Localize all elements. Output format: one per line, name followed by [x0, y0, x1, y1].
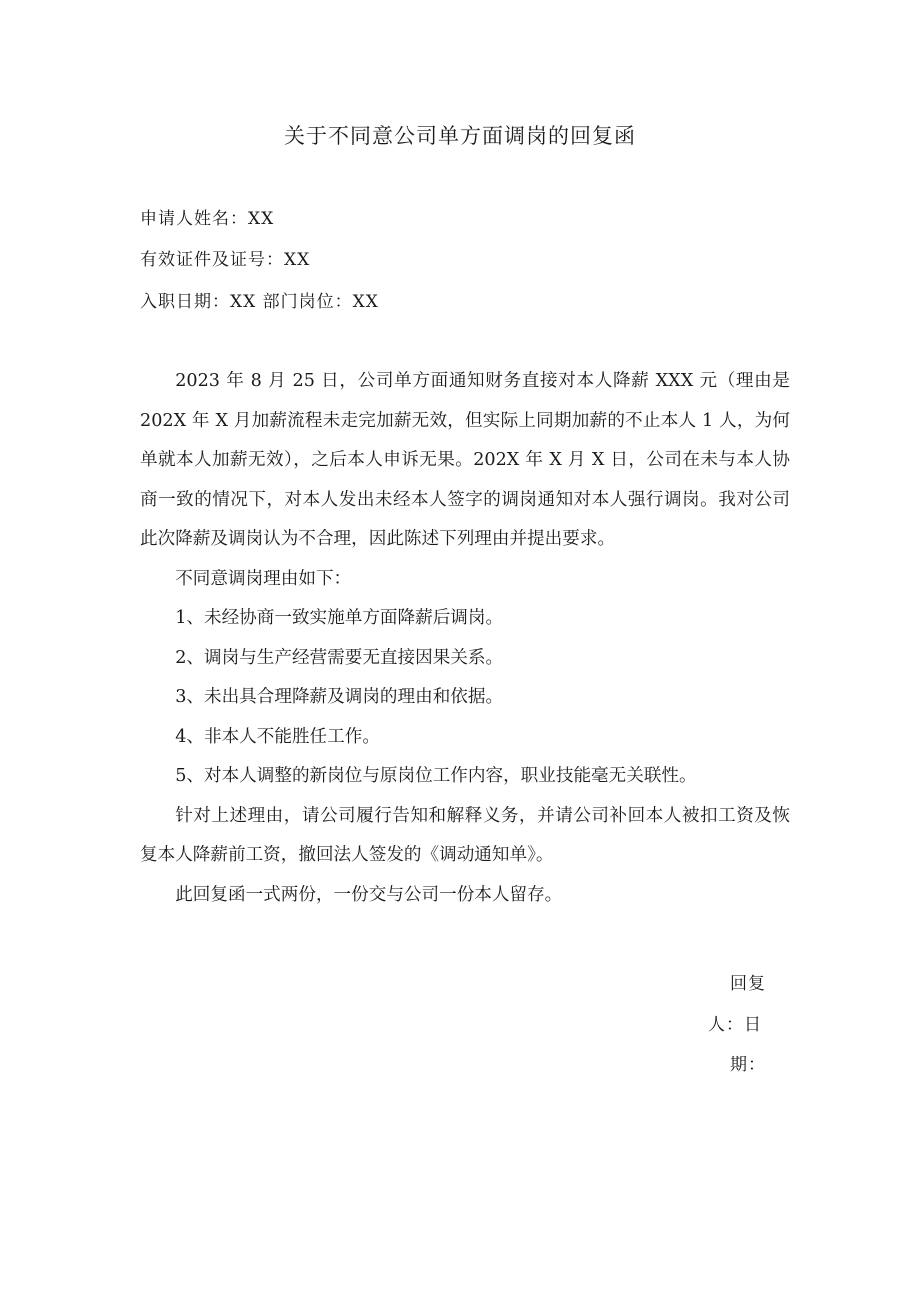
reasons-heading: 不同意调岗理由如下： [175, 568, 352, 589]
signature-line-1: 回复 [730, 974, 766, 994]
reason-item-5: 5、对本人调整的新岗位与原岗位工作内容，职业技能毫无关联性。 [175, 766, 697, 786]
background-paragraph: 2023 年 8 月 25 日，公司单方面通知财务直接对本人降薪 XXX 元（理由是 202X 年 X 月加薪流程未走完加薪无效，但实际上同期加薪的不止本人 1 人，为何单就本人加薪无效），之后本人申诉无果。202X 年 X 月 X 日，公司在未与本人协商一致的情况下，对本人发出未经本人签字的调岗通知对本人强行调岗。我对公司此次降薪及调岗认为不合理，因此陈述下列理由并提出要求。 [140, 371, 790, 549]
hire-date-position-line: 入职日期：XX 部门岗位：XX [140, 292, 379, 312]
document-title: 关于不同意公司单方面调岗的回复函 [284, 124, 636, 148]
applicant-name-line: 申请人姓名：XX [140, 209, 275, 229]
reason-item-3: 3、未出具合理降薪及调岗的理由和依据。 [175, 687, 504, 707]
letter-body [140, 362, 790, 915]
reason-item-1: 1、未经协商一致实施单方面降薪后调岗。 [175, 608, 504, 628]
signature-line-3: 期： [730, 1055, 766, 1075]
copies-note: 此回复函一式两份，一份交与公司一份本人留存。 [175, 884, 563, 905]
signature-line-2: 人：日 [708, 1015, 762, 1035]
reason-item-4: 4、非本人不能胜任工作。 [175, 726, 380, 747]
reasons-list [140, 599, 790, 797]
request-paragraph: 针对上述理由，请公司履行告知和解释义务，并请公司补回本人被扣工资及恢复本人降薪前工资，撤回法人签发的《调动通知单》。 [140, 805, 790, 865]
reason-item-2: 2、调岗与生产经营需要无直接因果关系。 [175, 647, 504, 668]
id-number-line: 有效证件及证号：XX [140, 250, 311, 270]
